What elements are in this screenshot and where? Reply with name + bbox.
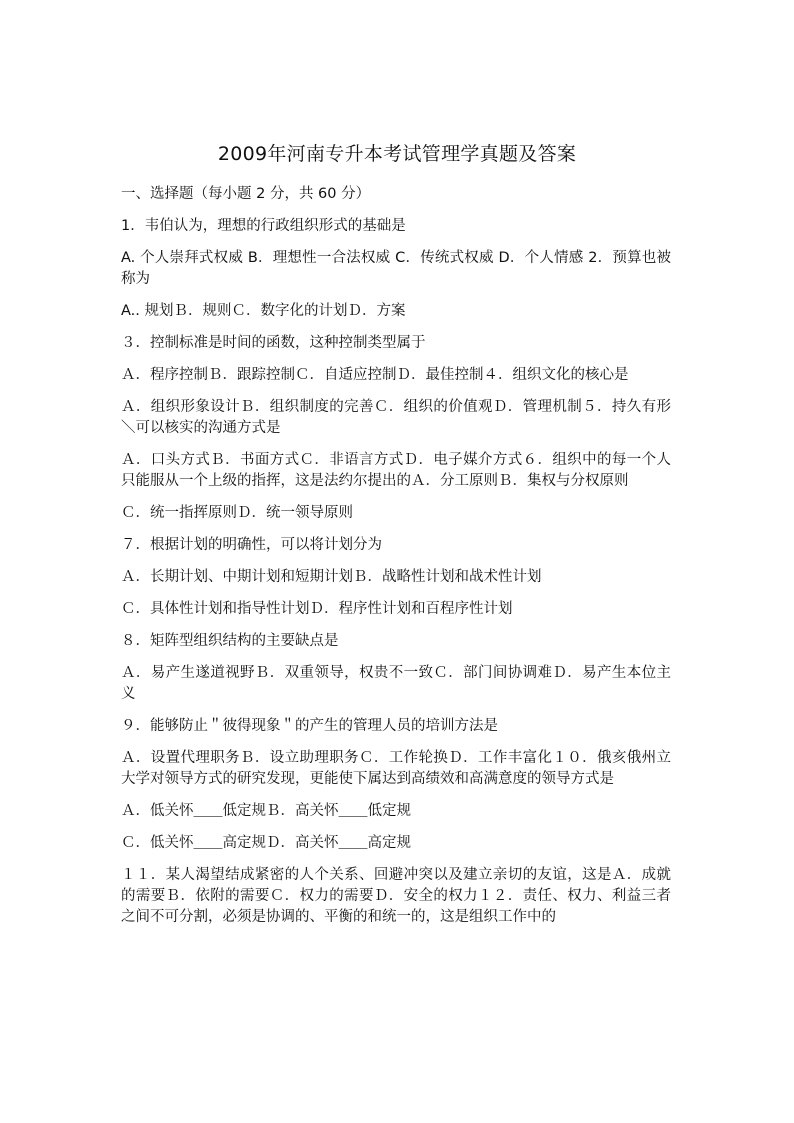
question-paragraph: A. 个人崇拜式权威 B．理想性一合法权威 C．传统式权威 D．个人情感 2．预算也被称为	[121, 250, 671, 287]
question-paragraph: 1．韦伯认为，理想的行政组织形式的基础是	[121, 218, 406, 234]
question-paragraph: Ａ．组织形象设计Ｂ．组织制度的完善Ｃ．组织的价值观Ｄ．管理机制５．持久有形＼可以核实的沟通方式是	[121, 399, 671, 436]
question-paragraph: Ｃ．低关怀＿＿高定规Ｄ．高关怀＿＿高定规	[121, 835, 411, 851]
question-paragraph: ９．能够防止＂彼得现象＂的产生的管理人员的培训方法是	[121, 718, 498, 734]
question-paragraph: ３．控制标准是时间的函数，这种控制类型属于	[121, 335, 426, 351]
question-paragraph: Ａ．设置代理职务Ｂ．设立助理职务Ｃ．工作轮换Ｄ．工作丰富化１０．俄亥俄州立大学对领导方式的研究发现，更能使下属达到高绩效和高满意度的领导方式是	[121, 750, 671, 787]
question-paragraph: Ａ．易产生遂道视野Ｂ．双重领导，权贵不一致Ｃ．部门间协调难Ｄ．易产生本位主义	[121, 665, 671, 702]
question-paragraph: Ａ．低关怀＿＿低定规Ｂ．高关怀＿＿低定规	[121, 803, 411, 819]
question-paragraph: ８．矩阵型组织结构的主要缺点是	[121, 633, 339, 649]
question-paragraph: Ａ．长期计划、中期计划和短期计划Ｂ．战略性计划和战术性计划	[121, 569, 542, 585]
document-body	[121, 184, 671, 928]
question-paragraph: １１．某人渴望结成紧密的人个关系、回避冲突以及建立亲切的友谊，这是Ａ．成就的需要Ｂ．依附的需要Ｃ．权力的需要Ｄ．安全的权力１２．责任、权力、利益三者之间不可分割，必须是协调的、平衡的和统一的，这是组织工作中的	[121, 867, 671, 925]
question-paragraph: ７．根据计划的明确性，可以将计划分为	[121, 537, 382, 553]
question-paragraph: Ｃ．具体性计划和指导性计划Ｄ．程序性计划和百程序性计划	[121, 601, 513, 617]
question-paragraph: Ｃ．统一指挥原则Ｄ．统一领导原则	[121, 505, 353, 521]
question-paragraph: Ａ．口头方式Ｂ．书面方式Ｃ．非语言方式Ｄ．电子媒介方式６．组织中的每一个人只能服从一个上级的指挥，这是法约尔提出的Ａ．分工原则Ｂ．集权与分权原则	[121, 452, 671, 489]
question-paragraph: A.. 规划Ｂ．规则Ｃ．数字化的计划Ｄ．方案	[121, 303, 406, 319]
document-title: 2009年河南专升本考试管理学真题及答案	[217, 143, 577, 165]
question-paragraph: Ａ．程序控制Ｂ．跟踪控制Ｃ．自适应控制Ｄ．最佳控制４．组织文化的核心是	[121, 367, 629, 383]
section-heading: 一、选择题（每小题 2 分，共 60 分）	[121, 186, 371, 202]
